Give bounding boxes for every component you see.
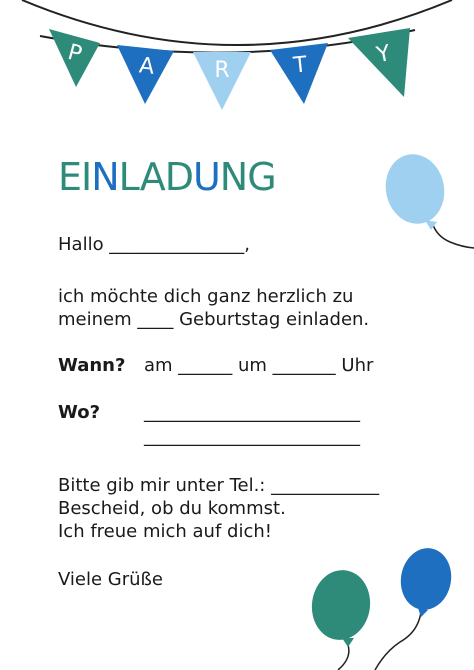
signoff: Viele Grüße xyxy=(58,569,163,590)
bunting-flag-t xyxy=(270,43,328,104)
balloon-blue xyxy=(375,544,456,670)
bunting-flag-a xyxy=(117,45,174,104)
title-part: U xyxy=(192,155,220,199)
closing-line-2: Bescheid, ob du kommst. xyxy=(58,498,286,519)
bunting-flag-p xyxy=(49,29,100,87)
where-line-2: ________________________ xyxy=(144,426,360,447)
title-part: LAD xyxy=(118,155,193,199)
where-label: Wo? xyxy=(58,402,101,423)
title-part: N xyxy=(91,155,119,199)
closing-line-3: Ich freue mich auf dich! xyxy=(58,521,272,542)
flag-letter-t: T xyxy=(292,52,309,79)
flag-letter-a: A xyxy=(137,53,156,80)
bunting-flag-y xyxy=(348,28,410,97)
greeting-line: Hallo _______________, xyxy=(58,234,251,255)
balloon-teal xyxy=(307,566,374,670)
when-value: am ______ um _______ Uhr xyxy=(144,355,374,376)
flag-letter-y: Y xyxy=(374,41,393,69)
invitation-title xyxy=(58,155,276,199)
bunting-flag-r xyxy=(193,52,251,110)
flag-letter-r: R xyxy=(214,58,230,83)
when-label: Wann? xyxy=(58,355,126,376)
title-part: NG xyxy=(219,155,276,199)
intro-line-1: ich möchte dich ganz herzlich zu xyxy=(58,286,354,307)
balloon-light-blue xyxy=(379,149,474,248)
where-line-1: ________________________ xyxy=(144,402,360,423)
title-part: EI xyxy=(58,155,92,199)
intro-line-2: meinem ____ Geburtstag einladen. xyxy=(58,309,370,330)
flag-letter-p: P xyxy=(65,39,85,68)
closing-line-1: Bitte gib mir unter Tel.: ____________ xyxy=(58,475,380,496)
